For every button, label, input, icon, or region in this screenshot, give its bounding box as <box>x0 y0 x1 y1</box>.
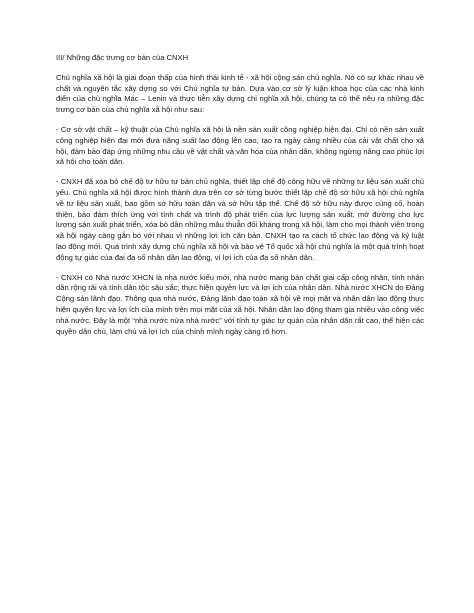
paragraph-material-base: - Cơ sở vật chất – kỹ thuật của Chủ nghĩa xã hội là nền sản xuất công nghiệp hiện đại. Chỉ có nền sản xuất công nghiệp hiện đại mới đưa năng suất lao động lên cao, tạo ra ngày càng nhiều của cải vật chất cho xã hội, đảm bảo đáp ứng những nhu cầu về vật chất và văn hóa của nhân dân, không ngừng nâng cao phúc lợi xã hội cho toàn dân. <box>56 124 424 167</box>
paragraph-state: - CNXH có Nhà nước XHCN là nhà nước kiểu mới, nhà nước mang bản chất giai cấp công nhân, tính nhân dân rộng rãi và tính dân tộc sâu sắc; thực hiện quyền lực và lợi ích của nhân dân. Nhà nước XHCN do Đảng Cộng sản lãnh đạo. Thông qua nhà nước, Đảng lãnh đạo toàn xã hội về mọi mặt và nhân dân lao động thực hiện quyền lực và lợi ích của mình trên mọi mặt của xã hội. Nhân dân lao động tham gia nhiều vào công việc nhà nước. Đây là một “nhà nước nửa nhà nước” với tính tự giác tự quản của nhân dân rất cao, thể hiện các quyền dân chủ, làm chủ và lợi ích của chính mình ngày càng rõ hơn. <box>56 272 424 336</box>
paragraph-ownership: - CNXH đã xóa bỏ chế độ tư hữu tư bản chủ nghĩa, thiết lập chế độ công hữu về những tư liệu sản xuất chủ yếu. Chủ nghĩa xã hội được hình thành dựa trên cơ sở từng bước thiết lập chế độ sở hữu xã hội chủ nghĩa về tư liệu sản xuất, bao gồm sở hữu toàn dân và sở hữu tập thể. Chế độ sở hữu này được củng cố, hoàn thiện, bảo đảm thích ứng với tính chất và trình độ phát triển của lực lượng sản xuất, mở đường cho lực lượng sản xuất phát triển, xóa bỏ dần những mâu thuẫn đối kháng trong xã hội, làm cho mọi thành viên trong xã hội ngày càng gắn bó với nhau vì những lợi ích căn bản. CNXH tạo ra cách tổ chức lao động và kỷ luật lao động mới. Quá trình xây dựng chủ nghĩa xã hội và bảo vệ Tổ quốc xã hội chủ nghĩa là một quá trình hoạt động tự giác của đại đa số nhân dân lao động, vì lợi ích của đa số nhân dân. <box>56 177 424 262</box>
section-heading: III/ Những đặc trưng cơ bản của CNXH <box>56 53 189 62</box>
document-body <box>56 53 424 346</box>
paragraph-intro: Chủ nghĩa xã hội là giai đoạn thấp của hình thái kinh tế - xã hội cộng sản chủ nghĩa. Nó có sự khác nhau về chất và nguyên tắc xây dựng so với Chủ nghĩa tư bản. Dựa vào cơ sở lý luận khoa học của các nhà kinh điển của chủ nghĩa Mác – Lenin và thực tiễn xây dựng chỉ nghĩa xã hội, chúng ta có thể nêu ra những đặc trưng cơ bản của chủ nghĩa xã hội như sau: <box>56 72 424 115</box>
